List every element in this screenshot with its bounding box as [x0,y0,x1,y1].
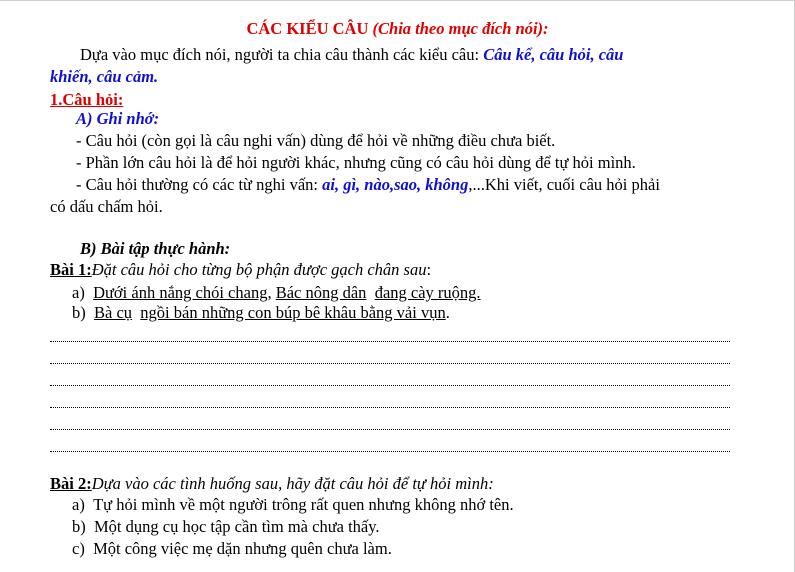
exercise-1-label: Bài 1: [50,260,92,279]
intro-text: Dựa vào mục đích nói, người ta chia câu thành các kiểu câu: [80,45,484,64]
exercise-1-item-b: b) Bà cụ ngồi bán những con búp bê khâu bằng vải vụn. [72,303,450,322]
title-sub: (Chia theo mục đích nói): [372,19,549,38]
exercise-2-item-c: c) Một công việc mẹ dặn nhưng quên chưa làm. [72,539,392,558]
exercise-2-item-a: a) Tự hỏi mình về một người trông rất quen nhưng không nhớ tên. [72,495,514,514]
exercise-2-prompt: Bài 2:Dựa vào các tình huống sau, hãy đặt câu hỏi để tự hỏi mình: [50,474,494,493]
section1-heading: 1.Câu hỏi: [50,90,124,109]
exercise-2-label: Bài 2: [50,474,92,493]
note-2: - Phần lớn câu hỏi là để hỏi người khác, nhưng cũng có câu hỏi dùng để tự hỏi mình. [76,153,636,172]
exercise-2-item-b: b) Một dụng cụ học tập cần tìm mà chưa thấy. [72,517,380,536]
question-words: ai, gì, nào,sao, không [322,175,469,194]
answer-line[interactable] [50,327,730,342]
document-title [0,19,795,39]
sentence-types-1: Câu kể, câu hỏi, câu [483,45,624,64]
note-3: - Câu hỏi thường có các từ nghi vấn: ai, gì, nào,sao, không,...Khi viết, cuối câu hỏi phải [76,175,660,194]
note-heading: A) Ghi nhớ: [76,109,160,128]
practice-heading: B) Bài tập thực hành: [80,239,231,258]
answer-line[interactable] [50,415,730,430]
intro-line-1 [80,45,624,65]
exercise-1-item-a: a) Dưới ánh nắng chói chang, Bác nông dân đang cày ruộng. [72,283,481,302]
answer-line[interactable] [50,349,730,364]
exercise-1-prompt: Bài 1:Đặt câu hỏi cho từng bộ phận được gạch chân sau: [50,260,432,279]
answer-line[interactable] [50,371,730,386]
note-3-cont: có dấu chấm hỏi. [50,197,163,216]
sentence-types-2: khiến, câu cảm. [50,67,159,86]
answer-line[interactable] [50,437,730,452]
note-1: - Câu hỏi (còn gọi là câu nghi vấn) dùng để hỏi về những điều chưa biết. [76,131,556,150]
answer-line[interactable] [50,393,730,408]
title-main: CÁC KIỂU CÂU [246,19,369,38]
intro-line-2 [50,67,158,87]
